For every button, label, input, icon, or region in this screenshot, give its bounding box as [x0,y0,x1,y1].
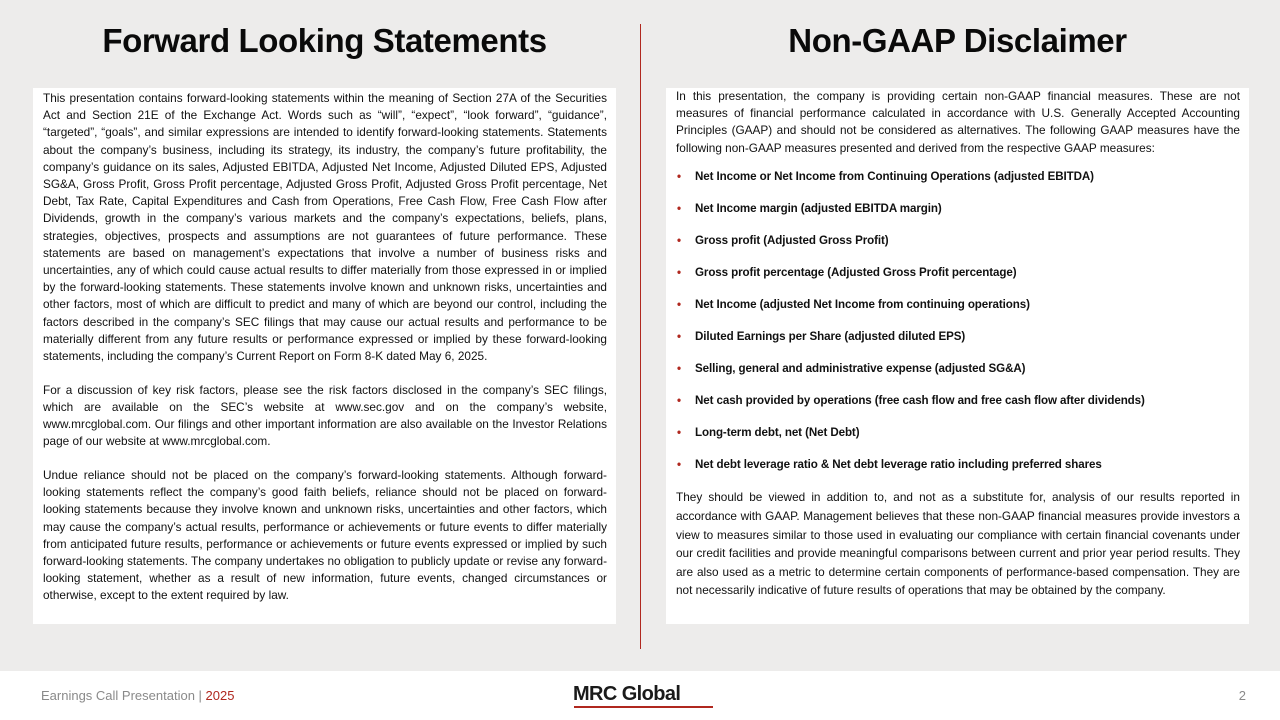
bullet-icon: • [677,457,681,471]
bullet-icon: • [677,233,681,247]
measure-label: Net Income or Net Income from Continuing Operations (adjusted EBITDA) [695,169,1094,183]
bullet-icon: • [677,329,681,343]
non-gaap-panel [666,88,1249,624]
bullet-icon: • [677,425,681,439]
list-item [676,393,1240,425]
bullet-icon: • [677,361,681,375]
column-divider [640,24,641,649]
measure-label: Net Income margin (adjusted EBITDA margin) [695,201,942,215]
list-item [676,329,1240,361]
list-item [676,361,1240,393]
footer [0,671,1280,720]
forward-looking-paragraph: This presentation contains forward-looking statements within the meaning of Section 27A of the Securities Act and Section 21E of the Exchange Act. Words such as “will”, “expect”, “look forward”, “guidance”, “targeted”, “goals”, and similar expressions are intended to identify forward-looking statements. Statements about the company’s business, including its strategy, its industry, the company’s future profitability, the company’s guidance on its sales, Adjusted EBITDA, Adjusted Net Income, Adjusted Diluted EPS, Adjusted SG&A, Gross Profit, Gross Profit percentage, Adjusted Gross Profit, Adjusted Gross Profit percentage, Net Debt, Tax Rate, Capital Expenditures and Cash from Operations, Free Cash Flow, Free Cash Flow after Dividends, growth in the company’s various markets and the company’s expectations, beliefs, plans, strategies, objectives, prospects and assumptions are not guarantees of future performance. These statements are based on management’s expectations that involve a number of business risks and uncertainties, any of which could cause actual results to differ materially from those expressed in or implied by the forward-looking statements. These statements involve known and unknown risks, uncertainties and other factors, most of which are difficult to predict and many of which are beyond our control, including the factors described in the company’s SEC filings that may cause our actual results and performance to be materially different from any future results or performance expressed or implied by these forward-looking statements, including the company’s Current Report on Form 8-K dated May 6, 2025. [43,91,607,364]
list-item [676,233,1240,265]
bullet-icon: • [677,297,681,311]
measure-label: Long-term debt, net (Net Debt) [695,425,860,439]
list-item [676,457,1240,489]
measure-label: Gross profit (Adjusted Gross Profit) [695,233,889,247]
bullet-icon: • [677,201,681,215]
measure-label: Net debt leverage ratio & Net debt leverage ratio including preferred shares [695,457,1102,471]
measure-label: Diluted Earnings per Share (adjusted diluted EPS) [695,329,966,343]
measure-label: Selling, general and administrative expense (adjusted SG&A) [695,361,1026,375]
forward-looking-panel [33,88,616,624]
non-gaap-closing: They should be viewed in addition to, and not as a substitute for, analysis of our results reported in accordance with GAAP. Management believes that these non-GAAP financial measures provide investors a view to measures similar to those used in evaluating our compliance with certain financial covenants under our credit facilities and provide meaningful comparisons between current and prior year period results. They are also used as a metric to determine certain components of performance-based compensation. They are not necessarily indicative of future results of operations that may be obtained by the company. [676,490,1240,598]
measure-label: Gross profit percentage (Adjusted Gross Profit percentage) [695,265,1017,279]
footer-label [41,688,234,703]
non-gaap-title: Non-GAAP Disclaimer [788,22,1127,59]
list-item [676,169,1240,201]
footer-presentation-name: Earnings Call Presentation [41,688,195,703]
logo-underline [574,706,713,708]
footer-year: 2025 [205,688,235,703]
risk-factors-paragraph: For a discussion of key risk factors, please see the risk factors disclosed in the company’s SEC filings, which are available on the SEC’s website at www.sec.gov and on the company’s website, www.mrcglobal.com. Our filings and other important information are also available on the Investor Relations page of our website at www.mrcglobal.com. [43,382,607,449]
measure-label: Net cash provided by operations (free cash flow and free cash flow after dividends) [695,393,1145,407]
forward-looking-title: Forward Looking Statements [102,22,547,59]
list-item [676,297,1240,329]
measure-label: Net Income (adjusted Net Income from continuing operations) [695,297,1030,311]
page-number: 2 [1238,688,1246,703]
non-gaap-measures-list [676,169,1240,489]
bullet-icon: • [677,393,681,407]
logo-wordmark: MRC Global [573,683,681,705]
bullet-icon: • [677,265,681,279]
list-item [676,201,1240,233]
non-gaap-intro: In this presentation, the company is providing certain non-GAAP financial measures. These are not measures of financial performance calculated in accordance with U.S. Generally Accepted Accounting Principles (GAAP) and should not be considered as alternatives. The following GAAP measures have the following non-GAAP measures presented and derived from the respective GAAP measures: [676,89,1240,155]
list-item [676,425,1240,457]
bullet-icon: • [677,169,681,183]
footer-separator: | [194,688,206,703]
company-logo [573,684,713,710]
list-item [676,265,1240,297]
undue-reliance-paragraph: Undue reliance should not be placed on the company’s forward-looking statements. Although forward-looking statements reflect the company’s good faith beliefs, reliance should not be placed on forward-looking statements because they involve known and unknown risks, uncertainties and other factors, which may cause the company’s actual results, performance or achievements or future events to differ materially from anticipated future results, performance or achievements or future events expressed or implied by such forward-looking statements. The company undertakes no obligation to publicly update or revise any forward-looking statement, whether as a result of new information, future events, changed circumstances or otherwise, except to the extent required by law. [43,468,607,603]
